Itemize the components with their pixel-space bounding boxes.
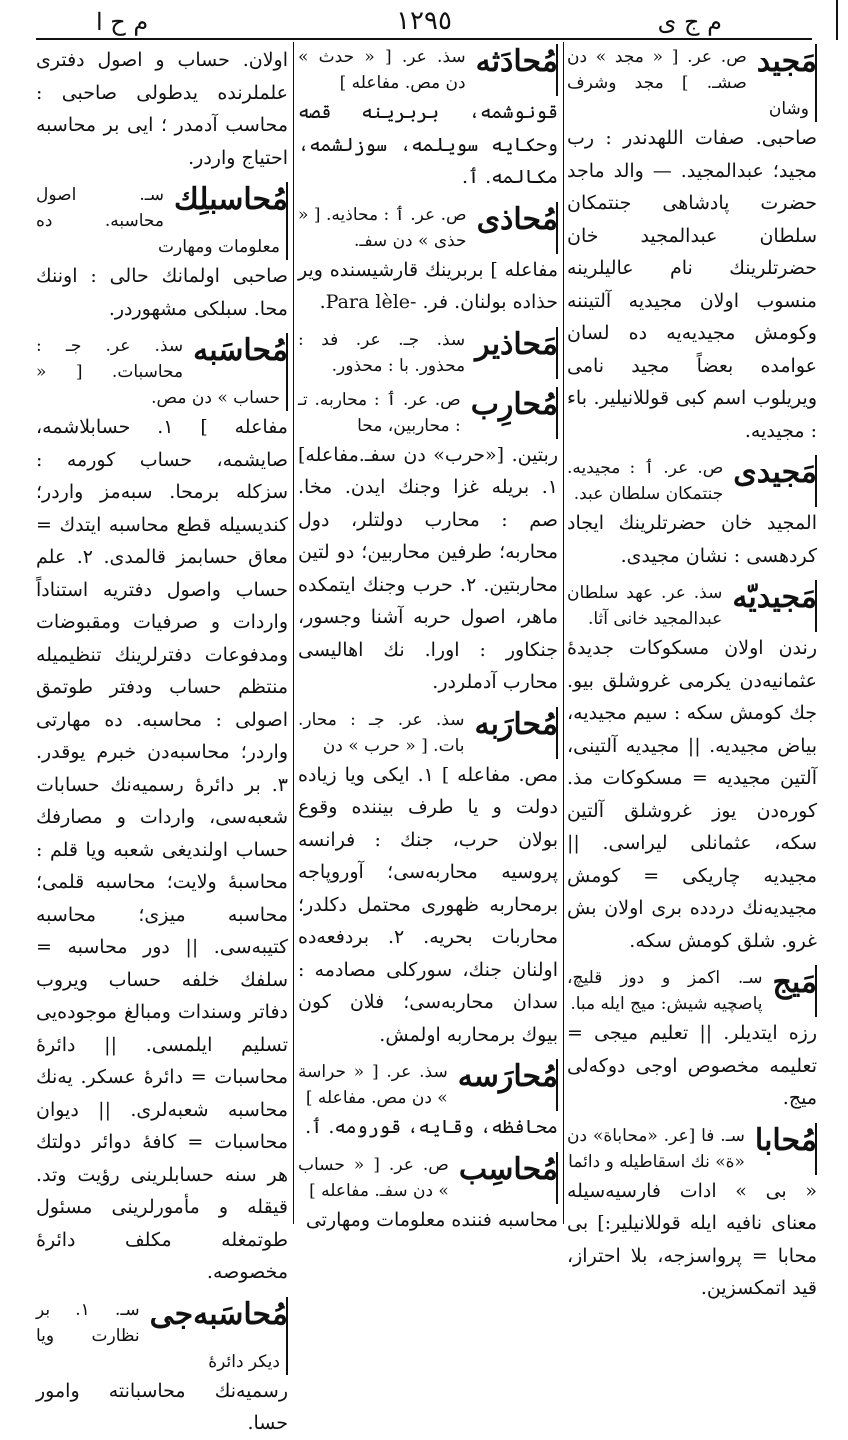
entry-headword: مُحارَسه bbox=[457, 1059, 558, 1094]
entry-headword: مَجید bbox=[756, 44, 817, 79]
dictionary-entry bbox=[36, 1297, 288, 1440]
entry-definition: صاحبی. صفات اللهدندر : رب مجید؛ عبدالمجید. — والد ماجد حضرت پادشاهی جنتمکان سلطان عبدالمجید خان حضرتلرینك نام عالیلرینه منسوب اولان مجیدیه آلتیننه وکومش مجیدیه‌یه ده لسان عوامده بعضاً مجید نامی ویریلوب اسم کبی قوللانیلیر. باء : مجیدیه. bbox=[567, 127, 817, 442]
entry-etymology: ص. عر. ٲ : مجیدیه. جنتمکان سلطان عبد. bbox=[567, 455, 817, 507]
column-divider bbox=[563, 42, 564, 1224]
dictionary-entry bbox=[567, 965, 817, 1115]
entry-definition: مص. مفاعله ] ١. ایکی ویا زیاده دولت و یا طرف بیننده وقوع بولان حرب، جنك : فرانسه پروسیه محاربه‌سی؛ آوروپاجه برمحاربه ظهوری محتمل دکلدر؛ محاربات بحریه. ٢. بردفعه‌ده اولنان جنك، سورکلی مصادمه : سدان محاربه‌سی؛ فلان کون بیوك برمحاربه اولمش. bbox=[298, 763, 559, 1046]
dictionary-entry bbox=[36, 333, 288, 1289]
entry-definition: قونوشمه، بربرینه قصه وحکایه سویلمه، سوزلشمه، مکالمه. ٲ. bbox=[298, 101, 558, 188]
entry-headword: مُحارَبه bbox=[474, 706, 558, 742]
header-right-guide: م ج ی bbox=[657, 8, 722, 36]
dictionary-entry bbox=[567, 580, 817, 957]
entry-definition: محافظه، وقایه، قورومه. ٲ. bbox=[305, 1116, 558, 1138]
entry-definition: صاحبی اولمانك حالی : اوننك محا. سبلکی مشهوردر. bbox=[36, 265, 288, 320]
column-middle bbox=[298, 44, 559, 1231]
entry-headword: مَجیدیّه bbox=[732, 580, 817, 615]
entry-headword: مَجیدی bbox=[733, 455, 817, 490]
entry-etymology: سـ. ١. بر نظارت ویا دیکر دائرۀ bbox=[36, 1297, 288, 1375]
entry-headword: مُحاسَبه‌جی bbox=[149, 1296, 288, 1332]
entry-etymology: سذ. عر. جـ : محار. بات. [ « حرب » دن bbox=[298, 707, 558, 759]
entry-headword: مُحادَثه bbox=[475, 44, 558, 79]
dictionary-entry bbox=[298, 202, 558, 319]
entry-headword: مُحاسِب bbox=[458, 1151, 558, 1187]
entry-etymology: سذ. جـ. عر. فد : محذور. با : محذور. bbox=[298, 327, 558, 379]
dictionary-entry bbox=[567, 44, 817, 447]
dictionary-entry bbox=[36, 44, 288, 174]
entry-definition: رسمیه‌نك محاسبانته وامور حسا. bbox=[36, 1379, 288, 1434]
dictionary-entry bbox=[298, 44, 558, 194]
column-divider bbox=[293, 42, 294, 1224]
entry-definition: ربتین. [«حرب» دن سفـ.مفاعله] ١. بریله غزا وجنك ایدن. مخا. صم : محارب دولتلر، دول محاربه؛ طرفین محاربین؛ دو لتین محاربتین. ٢. حرب وجنك ایتمکده ماهر، اصول حربه آشنا وجسور، جنکاور : اورا. نك اهالیسی محارب آدملردر. bbox=[298, 443, 558, 693]
column-right bbox=[567, 44, 817, 1299]
entry-definition: محاسبه فننده معلومات ومهارتی bbox=[305, 1208, 558, 1231]
margin-mark bbox=[836, 0, 838, 40]
dictionary-entry bbox=[567, 455, 817, 572]
entry-definition: مفاعله ] ١. حسابلاشمه، صایشمه، حساب کورمه : سزکله برمحا. سبه‌مز واردر؛ کندیسیله قطع محاسبه ایتدك = معاق حسابمز قالمدی. ٢. علم حساب واصول دفتریه استناداً واردات و صرفیات ومقبوضات ومدفوعات دفترلرینك تنظیمیله منتظم حساب ودفتر طوتمق اصولی : محاسبه. ده مهارتی واردر؛ محاسبه‌دن خبرم یوقدر. ٣. بر دائرۀ رسمیه‌نك حسابات شعبه‌سی، واردات و مصارفك حساب اولندیغی شعبه ویا قلم : محاسبۀ ولایت؛ محاسبه قلمی؛ محاسبه میزی؛ محاسبه کتیبه‌سی. || دور محاسبه = سلفك خلفه حساب ویروب دفاتر وسندات ومبالغ موجوده‌یی تسلیم ایلمسی. || دائرۀ محاسبات = دائرۀ عسکر. یه‌نك محاسبه شعبه‌لری. || دیوان محاسبات = کافۀ دوائر دولتك هر سنه حسابلرینی رؤیت وتد. قیقله و مأمورلرینی مسئول طوتمغله مکلف دائرۀ مخصوصه. bbox=[36, 416, 288, 1283]
entry-etymology: سـ. اصول محاسبه. ده معلومات ومهارت bbox=[36, 182, 288, 260]
entry-etymology: سـ. اکمز و دوز قلیچ، پاصچیه شیش: میج ایله مبا. bbox=[567, 965, 817, 1017]
entry-etymology: ص. عر. ٲ : محاذیه. [ « حذی » دن سفـ. bbox=[298, 202, 558, 254]
entry-definition: رزه ایتدیلر. || تعلیم میجی = تعلیمه مخصوص اوجی دوکه‌لی میج. bbox=[567, 1022, 817, 1109]
dictionary-entry bbox=[298, 387, 558, 699]
entry-etymology: سـ. فا [عر. «محاباة» دن «ة» نك اسقاطیله و دائما bbox=[567, 1123, 817, 1175]
entry-etymology: ص. عر. [ « حساب » دن سفـ. مفاعله ] bbox=[298, 1152, 558, 1204]
entry-headword: مُحاذی bbox=[476, 201, 558, 237]
page-header bbox=[36, 6, 812, 36]
entry-headword: مَحاذیر bbox=[475, 326, 558, 362]
entry-headword: مُحارِب bbox=[470, 386, 558, 422]
page-number: ١٢٩٥ bbox=[396, 6, 452, 36]
entry-etymology: ص. عر. [ « مجد » دن صشـ. ] مجد وشرف وشان bbox=[567, 44, 817, 122]
dictionary-entry bbox=[298, 327, 558, 379]
header-left-guide: م ح ا bbox=[96, 8, 149, 36]
dictionary-entry bbox=[298, 707, 558, 1052]
entry-etymology: سذ. عر. جـ : محاسبات. [ « حساب » دن مص. bbox=[36, 333, 288, 411]
entry-etymology: سذ. عر. [ « حدث » دن مص. مفاعله ] bbox=[298, 44, 558, 96]
entry-definition: المجید خان حضرتلرینك ایجاد کردهسی : نشان مجیدی. bbox=[567, 512, 817, 567]
entry-etymology: ص. عر. ٲ : محاربه. تـ : محاربین، محا bbox=[298, 387, 558, 439]
column-left bbox=[36, 44, 288, 1434]
entry-headword: مَیج bbox=[772, 965, 817, 1000]
entry-continuation: اولان. حساب و اصول دفتری علملرنده یدطولی صاحبی : محاسب آدمدر ؛ ایی بر محاسبه احتیاج واردر. bbox=[36, 49, 288, 169]
entry-definition: مفاعله ] بربرینك قارشیسنده ویر حذاده بولنان. فر. -Para lèle. bbox=[298, 258, 558, 313]
entry-headword: مُحابا bbox=[754, 1122, 817, 1158]
entry-headword: مُحاسبلِك bbox=[174, 182, 288, 217]
entry-definition: « بی » ادات فارسیه‌سیله معنای نافیه ایله قوللانیلیر:] بی محابا = پرواسزجه، بلا احتراز، قید اتمکسزین. bbox=[567, 1179, 817, 1299]
entry-definition: رندن اولان مسکوکات جدیدۀ عثمانیه‌دن یکرمی غروشلق بیو. جك کومش سکه : سیم مجیدیه، بیاض مجیدیه. || مجیدیه آلتینی، آلتین مجیدیه = مسکوکات مذ. کوره‌دن یوز غروشلق آلتین سکه، عثمانلی لیراسی. || مجیدیه چاریکی = کومش مجیدیه‌نك دردده بری اولان بش غرو. شلق کومش سکه. bbox=[567, 637, 817, 952]
dictionary-entry bbox=[298, 1152, 558, 1237]
dictionary-entry bbox=[36, 182, 288, 325]
dictionary-entry bbox=[567, 1123, 817, 1305]
dictionary-entry bbox=[298, 1059, 558, 1144]
header-rule bbox=[36, 38, 812, 40]
entry-headword: مُحاسَبه bbox=[193, 333, 288, 368]
entry-etymology: سذ. عر. عهد سلطان عبدالمجید خانی آثا. bbox=[567, 580, 817, 632]
entry-etymology: سذ. عر. [ « حراسة » دن مص. مفاعله ] bbox=[298, 1059, 558, 1111]
